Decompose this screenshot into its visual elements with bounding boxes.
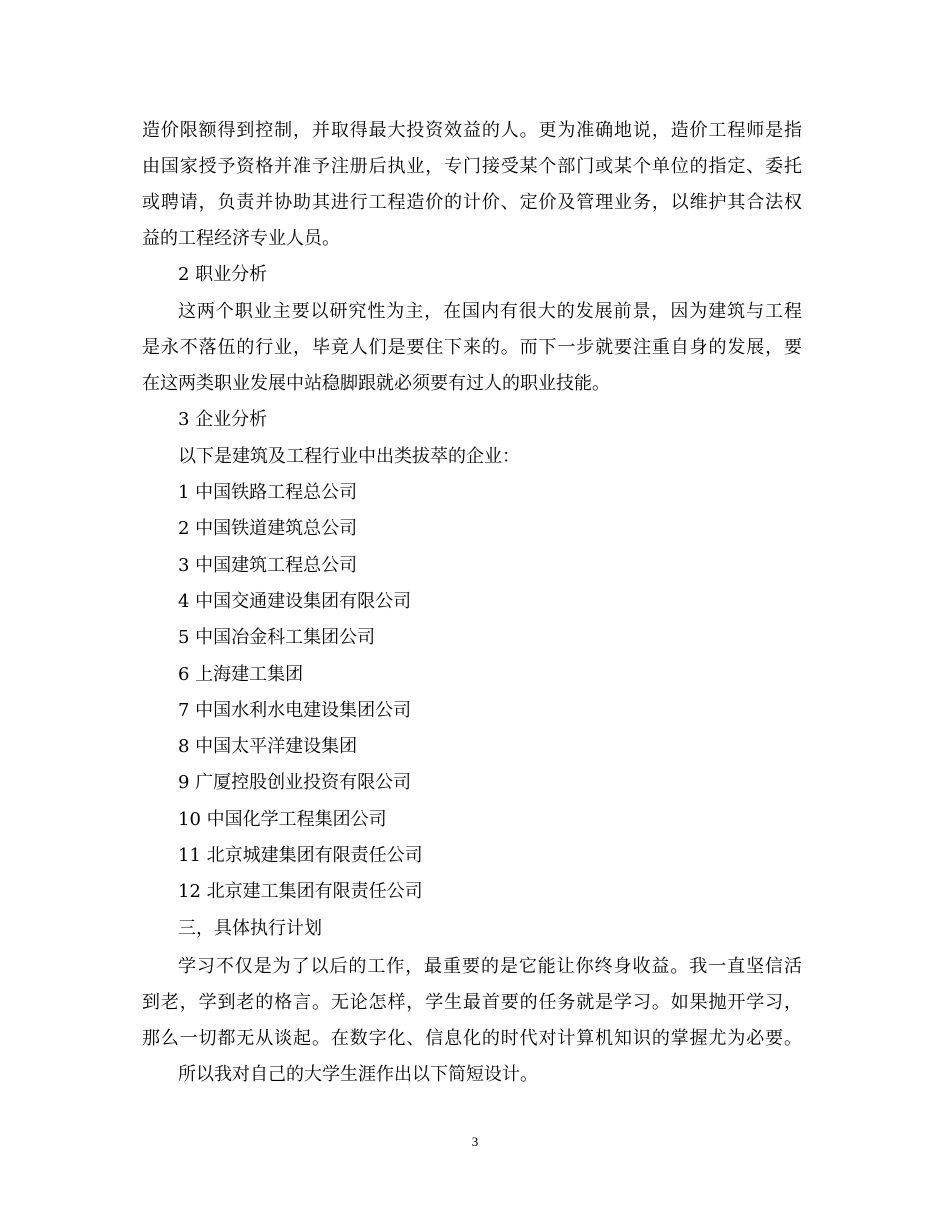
- company-item-10: 10 中国化学工程集团公司: [178, 809, 387, 830]
- section-heading-plan: 三，具体执行计划: [178, 918, 322, 939]
- company-item-12: 12 北京建工集团有限责任公司: [178, 881, 423, 902]
- career-line-1: 这两个职业主要以研究性为主，在国内有很大的发展前景，因为建筑与工程: [178, 301, 802, 322]
- company-item-4: 4 中国交通建设集团有限公司: [178, 591, 412, 612]
- company-item-9: 9 广厦控股创业投资有限公司: [178, 772, 412, 793]
- plan-line-2: 到老，学到老的格言。无论怎样，学生最首要的任务就是学习。如果抛开学习，: [142, 992, 802, 1013]
- intro-line-3: 或聘请，负责并协助其进行工程造价的计价、定价及管理业务，以维护其合法权: [142, 192, 802, 213]
- career-line-3: 在这两类职业发展中站稳脚跟就必须要有过人的职业技能。: [142, 373, 610, 394]
- intro-line-4: 益的工程经济专业人员。: [142, 228, 340, 249]
- intro-line-1: 造价限额得到控制，并取得最大投资效益的人。更为准确地说，造价工程师是指: [142, 120, 802, 141]
- company-item-11: 11 北京城建集团有限责任公司: [178, 845, 423, 866]
- company-item-5: 5 中国冶金科工集团公司: [178, 627, 376, 648]
- plan-line-3: 那么一切都无从谈起。在数字化、信息化的时代对计算机知识的掌握尤为必要。: [142, 1028, 802, 1049]
- section-heading-career: 2 职业分析: [178, 264, 268, 285]
- career-line-2: 是永不落伍的行业，毕竟人们是要住下来的。而下一步就要注重自身的发展，要: [142, 337, 802, 358]
- plan-line-1: 学习不仅是为了以后的工作，最重要的是它能让你终身收益。我一直坚信活: [178, 956, 802, 977]
- section-heading-enterprise: 3 企业分析: [178, 409, 268, 430]
- company-item-3: 3 中国建筑工程总公司: [178, 555, 358, 576]
- closing-line: 所以我对自己的大学生涯作出以下简短设计。: [178, 1064, 538, 1085]
- company-item-1: 1 中国铁路工程总公司: [178, 482, 358, 503]
- company-item-6: 6 上海建工集团: [178, 664, 304, 685]
- page-number: 3: [471, 1134, 479, 1149]
- enterprise-intro: 以下是建筑及工程行业中出类拔萃的企业：: [178, 446, 520, 467]
- company-item-2: 2 中国铁道建筑总公司: [178, 518, 358, 539]
- company-item-7: 7 中国水利水电建设集团公司: [178, 700, 412, 721]
- intro-line-2: 由国家授予资格并准予注册后执业，专门接受某个部门或某个单位的指定、委托: [142, 156, 802, 177]
- company-item-8: 8 中国太平洋建设集团: [178, 736, 358, 757]
